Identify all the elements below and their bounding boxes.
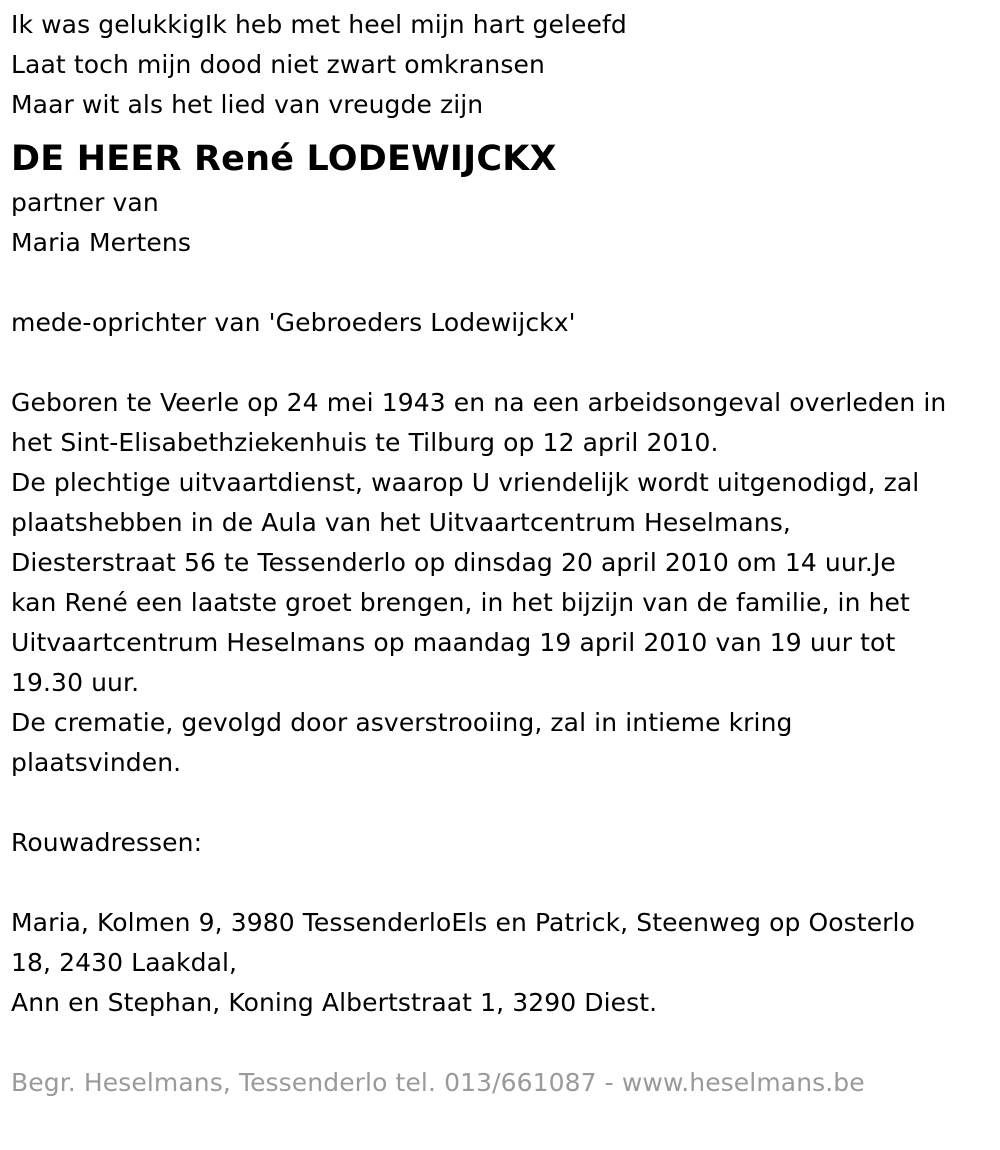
- notice-body: [11, 383, 996, 783]
- poem-line: Ik was gelukkigIk heb met heel mijn hart geleefd: [11, 10, 627, 39]
- deceased-name: DE HEER René LODEWIJCKX: [11, 139, 557, 179]
- body-line: 19.30 uur.: [11, 668, 140, 697]
- body-line: plaatsvinden.: [11, 748, 182, 777]
- addresses-label: Rouwadressen:: [11, 828, 203, 857]
- funeral-home-footer: Begr. Heselmans, Tessenderlo tel. 013/661087 - www.heselmans.be: [11, 1068, 865, 1097]
- spacer: [11, 783, 996, 823]
- addresses: [11, 903, 996, 1023]
- poem-line: Maar wit als het lied van vreugde zijn: [11, 90, 484, 119]
- death-notice: [11, 5, 996, 1103]
- address-line: Maria, Kolmen 9, 3980 TessenderloEls en Patrick, Steenweg op Oosterlo: [11, 908, 915, 937]
- body-line: kan René een laatste groet brengen, in het bijzijn van de familie, in het: [11, 588, 910, 617]
- body-line: De crematie, gevolgd door asverstrooiing, zal in intieme kring: [11, 708, 793, 737]
- partner-label: partner van: [11, 188, 159, 217]
- partner-name: Maria Mertens: [11, 228, 191, 257]
- body-line: plaatshebben in de Aula van het Uitvaartcentrum Heselmans,: [11, 508, 791, 537]
- body-line: Geboren te Veerle op 24 mei 1943 en na een arbeidsongeval overleden in: [11, 388, 947, 417]
- poem-line: Laat toch mijn dood niet zwart omkransen: [11, 50, 545, 79]
- body-line: het Sint-Elisabethziekenhuis te Tilburg op 12 april 2010.: [11, 428, 719, 457]
- spacer: [11, 863, 996, 903]
- spacer: [11, 263, 996, 303]
- address-line: Ann en Stephan, Koning Albertstraat 1, 3290 Diest.: [11, 988, 658, 1017]
- cofounder-text: mede-oprichter van 'Gebroeders Lodewijckx': [11, 308, 576, 337]
- poem: [11, 5, 996, 125]
- address-line: 18, 2430 Laakdal,: [11, 948, 238, 977]
- body-line: Diesterstraat 56 te Tessenderlo op dinsdag 20 april 2010 om 14 uur.Je: [11, 548, 896, 577]
- body-line: De plechtige uitvaartdienst, waarop U vriendelijk wordt uitgenodigd, zal: [11, 468, 920, 497]
- spacer: [11, 343, 996, 383]
- spacer: [11, 1023, 996, 1063]
- body-line: Uitvaartcentrum Heselmans op maandag 19 april 2010 van 19 uur tot: [11, 628, 896, 657]
